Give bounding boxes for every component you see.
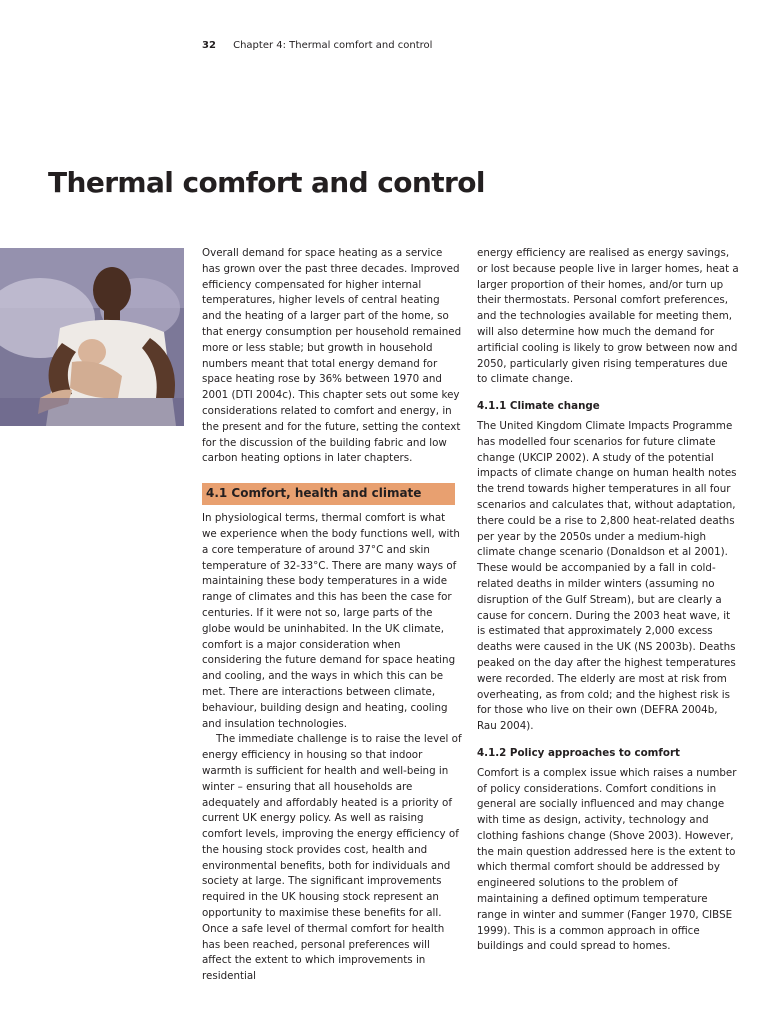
photo-illustration — [0, 248, 184, 426]
page-number: 32 — [202, 40, 216, 51]
chapter-photo — [0, 248, 184, 426]
climate-change-paragraph: The United Kingdom Climate Impacts Programme has modelled four scenarios for future climate change (UKCIP 2002). A study of the potential impacts of climate change on human health notes the trend towards higher temperatures in all four scenarios and calculates that, without adaptation, there could be a rise to 2,800 heat-related deaths per year by the 2050s under a medium-high climate change scenario (Donaldson et al 2001). These would be accompanied by a fall in cold-related deaths in milder winters (assuming no disruption of the Gulf Stream), but are clearly a cause for concern. During the 2003 heat wave, it is estimated that approximately 2,000 excess deaths were caused in the UK (NS 2003b). Deaths peaked on the day after the highest temperatures were recorded. The elderly are most at risk from overheating, as from cold; and the highest risk is for those who live on their own (DEFRA 2004b, Rau 2004). — [477, 419, 737, 733]
chapter-title: Thermal comfort and control — [48, 166, 485, 199]
continued-paragraph: energy efficiency are realised as energy savings, or lost because people live in larger homes, heat a larger proportion of their homes, and/or turn up their thermostats. Personal comfort preferences, and the technologies available for meeting them, will also determine how much the demand for artificial cooling is likely to grow between now and 2050, particularly given rising temperatures due to climate change. — [477, 247, 739, 386]
subsection-heading-4-1-2: 4.1.2 Policy approaches to comfort — [477, 746, 680, 759]
right-column — [477, 246, 739, 955]
left-column — [202, 246, 462, 985]
section-heading-4-1: 4.1 Comfort, health and climate — [202, 483, 455, 505]
running-header — [202, 40, 432, 51]
intro-paragraph: Overall demand for space heating as a service has grown over the past three decades. Improved efficiency compensated for higher internal temperatures, higher levels of central heating and the heating of a larger part of the home, so that energy consumption per household remained more or less stable; but growth in household numbers meant that total energy demand for space heating rose by 36% between 1970 and 2001 (DTI 2004c). This chapter sets out some key considerations related to comfort and energy, in the present and for the future, setting the context for the discussion of the building fabric and low carbon heating options in later chapters. — [202, 247, 462, 465]
running-title: Chapter 4: Thermal comfort and control — [233, 40, 433, 51]
policy-paragraph: Comfort is a complex issue which raises a number of policy considerations. Comfort conditions in general are socially influenced and may change with time as design, activity, technology and clothing fashions change (Shove 2003). However, the main question addressed here is the extent to which thermal comfort should be addressed by engineered solutions to the problem of maintaining a defined optimum temperature range in winter and summer (Fanger 1970, CIBSE 1999). This is a common approach in office buildings and could spread to homes. — [477, 766, 737, 953]
body-paragraph-2: The immediate challenge is to raise the level of energy efficiency in housing so that indoor warmth is sufficient for health and well-being in winter – ensuring that all households are adequately and affordably heated is a priority of current UK energy policy. As well as raising comfort levels, improving the energy efficiency of the housing stock provides cost, health and environmental benefits, both for individuals and society at large. The significant improvements required in the UK housing stock represent an opportunity to maximise these benefits for all. Once a safe level of thermal comfort for health has been reached, personal preferences will affect the extent to which improvements in residential — [202, 733, 462, 983]
body-paragraph-1: In physiological terms, thermal comfort is what we experience when the body functions well, with a core temperature of around 37°C and skin temperature of 32-33°C. There are many ways of maintaining these body temperatures in a wide range of climates and this has been the case for centuries. If it were not so, large parts of the globe would be uninhabited. In the UK climate, comfort is a major consideration when considering the future demand for space heating and cooling, and the ways in which this can be met. There are interactions between climate, behaviour, building design and heating, cooling and insulation technologies. — [202, 512, 460, 730]
subsection-heading-4-1-1: 4.1.1 Climate change — [477, 400, 600, 413]
